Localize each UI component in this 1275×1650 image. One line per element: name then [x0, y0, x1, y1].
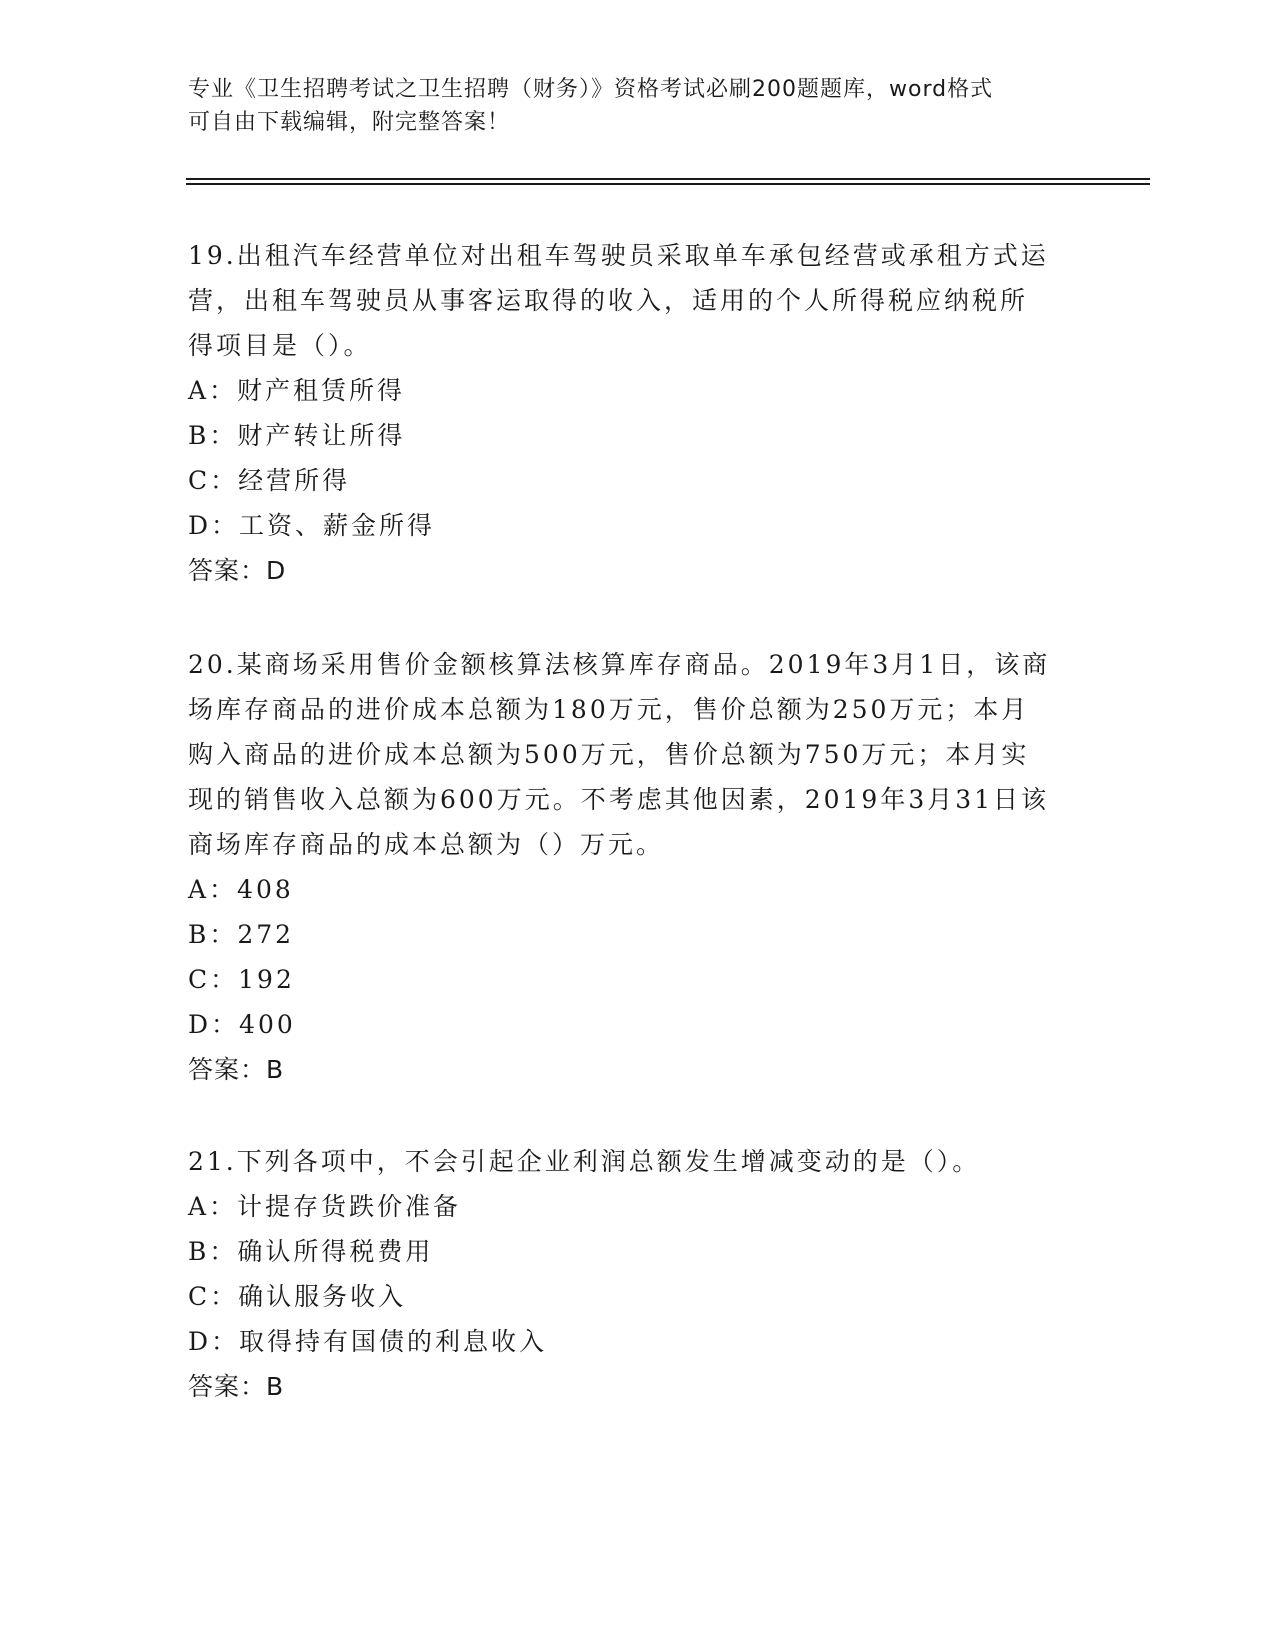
question-stem-line: 得项目是（）。 [188, 331, 372, 360]
option-b: B：财产转让所得 [188, 421, 406, 450]
question-stem-line: 场库存商品的进价成本总额为180万元，售价总额为250万元；本月 [188, 695, 1030, 724]
option-d: D：取得持有国债的利息收入 [188, 1327, 548, 1356]
answer-label: 答案：B [188, 1372, 285, 1401]
option-b: B：272 [188, 920, 295, 949]
question-stem-line: 购入商品的进价成本总额为500万元，售价总额为750万元；本月实 [188, 740, 1030, 769]
question-stem-line: 现的销售收入总额为600万元。不考虑其他因素，2019年3月31日该 [188, 785, 1050, 814]
answer-label: 答案：D [188, 556, 287, 585]
question-stem-line: 19.出租汽车经营单位对出租车驾驶员采取单车承包经营或承租方式运 [188, 241, 1049, 270]
header-line-2: 可自由下载编辑，附完整答案！ [188, 110, 511, 135]
option-a: A：408 [188, 875, 294, 904]
document-header [188, 73, 1088, 139]
question-stem-line: 20.某商场采用售价金额核算法核算库存商品。2019年3月1日，该商 [188, 650, 1051, 679]
question-stem-line: 营，出租车驾驶员从事客运取得的收入，适用的个人所得税应纳税所 [188, 286, 1029, 315]
header-divider-bottom [186, 183, 1150, 185]
option-a: A：计提存货跌价准备 [188, 1192, 462, 1221]
question-stem-line: 21.下列各项中，不会引起企业利润总额发生增减变动的是（）。 [188, 1147, 981, 1176]
question-20 [188, 642, 1088, 1092]
option-c: C：经营所得 [188, 466, 351, 495]
option-d: D：400 [188, 1010, 296, 1039]
option-c: C：确认服务收入 [188, 1282, 407, 1311]
question-21 [188, 1139, 1088, 1409]
option-d: D：工资、薪金所得 [188, 511, 436, 540]
answer-label: 答案：B [188, 1055, 285, 1084]
option-c: C：192 [188, 965, 295, 994]
header-line-1: 专业《卫生招聘考试之卫生招聘（财务）》资格考试必刷200题题库，word格式 [188, 77, 994, 102]
question-stem-line: 商场库存商品的成本总额为（）万元。 [188, 830, 665, 859]
option-b: B：确认所得税费用 [188, 1237, 434, 1266]
option-a: A：财产租赁所得 [188, 376, 406, 405]
header-divider-top [186, 178, 1150, 180]
question-19 [188, 233, 1088, 593]
